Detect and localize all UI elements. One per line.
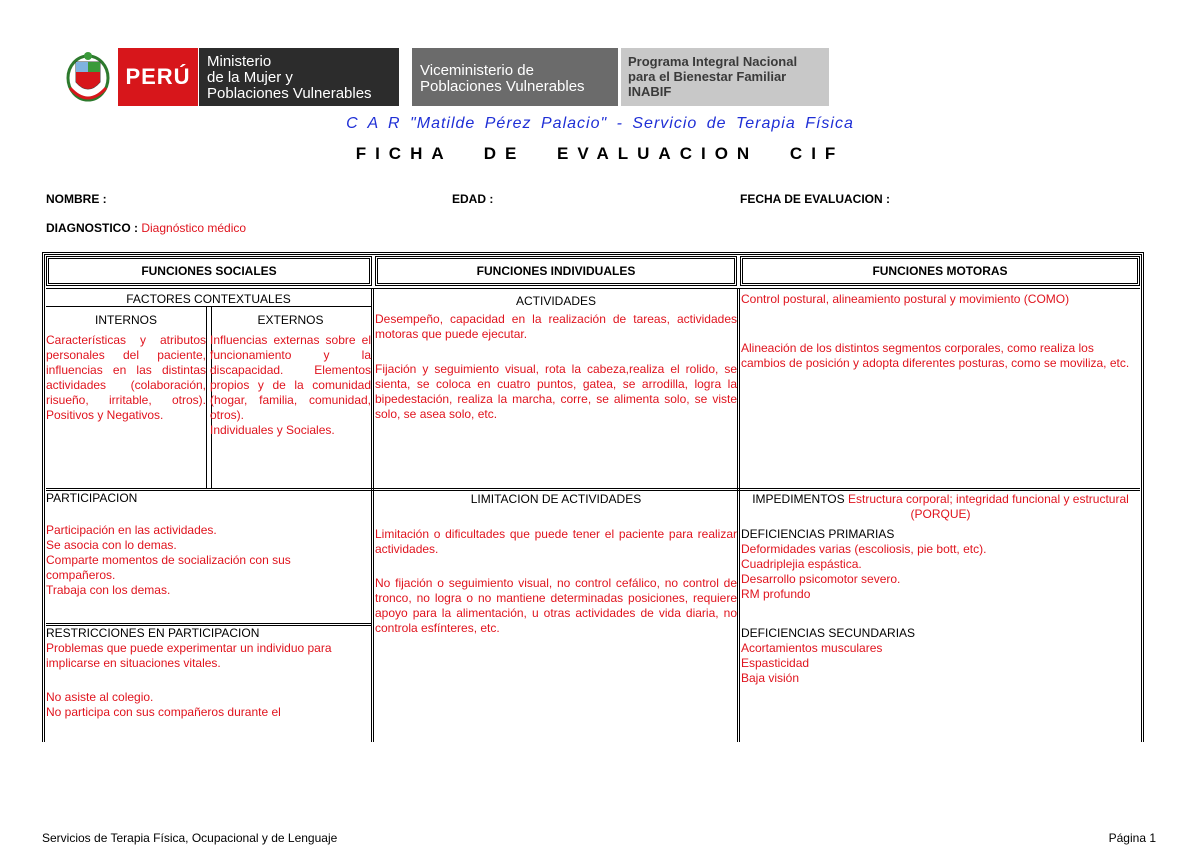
diagnostico-value: Diagnóstico médico (141, 221, 247, 235)
row-line-top (46, 288, 1140, 289)
deficiencia-primaria-item: RM profundo (741, 587, 811, 601)
internos-heading: INTERNOS (94, 313, 157, 327)
ministry-line-3: Poblaciones Vulnerables (207, 85, 372, 102)
vice-line-1: Viceministerio de (420, 62, 534, 79)
externos-text (210, 333, 371, 438)
participacion-list (46, 523, 346, 598)
deficiencia-primaria-item: Deformidades varias (escoliosis, pie bott, etc). (741, 542, 987, 556)
participacion-item: Comparte momentos de socialización con sus compañeros. (46, 553, 291, 582)
externos-text-body: Influencias externas sobre el funcionamiento y la discapacidad. Elementos propios y de la comunidad (hogar, familia, comunidad, otros). (210, 333, 371, 422)
col1-header-label: FUNCIONES SOCIALES (141, 264, 277, 278)
restricciones-item: No participa con sus compañeros durante el (46, 705, 281, 719)
edad-label: EDAD : (452, 192, 494, 206)
column-divider-2 (737, 288, 740, 742)
externos-heading: EXTERNOS (257, 313, 324, 327)
factores-heading: FACTORES CONTEXTUALES (126, 292, 291, 306)
deficiencia-secundaria-item: Acortamientos musculares (741, 641, 883, 655)
impedimentos-description: Estructura corporal; integridad funcional y estructural (PORQUE) (848, 492, 1129, 521)
impedimentos-heading: IMPEDIMENTOS (752, 492, 845, 506)
deficiencia-primaria-item: Cuadriplejia espástica. (741, 557, 862, 571)
col2-header-label: FUNCIONES INDIVIDUALES (476, 264, 636, 278)
deficiencias-secundarias-heading: DEFICIENCIAS SECUNDARIAS (741, 626, 916, 640)
column-divider-1 (371, 288, 374, 742)
restricciones-heading: RESTRICCIONES EN PARTICIPACION (46, 626, 260, 640)
motoras-p1: Control postural, alineamiento postural y movimiento (COMO) (741, 292, 1070, 306)
ministry-line-1: Ministerio (207, 53, 272, 70)
deficiencias-secundarias-list (741, 641, 1140, 686)
restricciones-p1: Problemas que puede experimentar un individuo para implicarse en situaciones vitales. (46, 641, 332, 670)
header-funciones-sociales (46, 256, 372, 286)
page-title: FICHA DE EVALUACION CIF (355, 144, 845, 163)
restricciones-list (46, 690, 371, 720)
header-funciones-individuales (375, 256, 737, 286)
deficiencias-primarias-heading: DEFICIENCIAS PRIMARIAS (741, 527, 895, 541)
actividades-p1: Desempeño, capacidad en la realización de tareas, actividades motoras que puede ejecutar. (375, 312, 737, 341)
ministry-logo (199, 48, 399, 106)
limitacion-heading: LIMITACION DE ACTIVIDADES (470, 492, 642, 506)
program-line-2: para el Bienestar Familiar (628, 69, 787, 84)
fecha-label: FECHA DE EVALUACION : (740, 192, 890, 206)
ministry-line-2: de la Mujer y (207, 69, 293, 86)
restricciones-item: No asiste al colegio. (46, 690, 154, 704)
page-number: Página 1 (1108, 831, 1156, 845)
actividades-p2: Fijación y seguimiento visual, rota la cabeza,realiza el rolido, se sienta, se coloca en cuatro puntos, gatea, se arrodilla, logra la bipedestación, realiza la marcha, corre, se alimenta solo, se viste solo, se asea solo, etc. (375, 362, 737, 421)
country-label: PERÚ (125, 64, 191, 89)
program-line-1: Programa Integral Nacional (628, 54, 798, 69)
deficiencia-secundaria-item: Baja visión (741, 671, 800, 685)
program-line-3: INABIF (628, 84, 672, 99)
limitacion-p1: Limitación o dificultades que puede tener el paciente para realizar actividades. (375, 527, 737, 556)
header-funciones-motoras (740, 256, 1140, 286)
col3-header-label: FUNCIONES MOTORAS (872, 264, 1008, 278)
impedimentos-block (741, 492, 1140, 522)
peru-logo (118, 48, 198, 106)
diagnostico-label: DIAGNOSTICO : (46, 221, 138, 235)
deficiencias-primarias-list (741, 542, 1140, 602)
program-logo (621, 48, 829, 106)
limitacion-p2: No fijación o seguimiento visual, no control cefálico, no control de tronco, no logra o no mantiene determinadas posiciones, requiere apoyo para la alimentación, u otras actividades de vida diaria, no controla esfínteres, etc. (375, 576, 737, 635)
externos-text-footnote: Individuales y Sociales. (210, 423, 335, 437)
footer-service-name: Servicios de Terapia Física, Ocupacional y de Lenguaje (42, 831, 338, 845)
deficiencia-secundaria-item: Espasticidad (741, 656, 810, 670)
vice-line-2: Poblaciones Vulnerables (420, 78, 585, 95)
internos-text: Características y atributos personales del paciente, influencias en las distintas actividades (colaboración, risueño, irritable, otros). Positivos y Negativos. (46, 333, 206, 422)
viceministry-logo (412, 48, 618, 106)
participacion-heading: PARTICIPACION (46, 491, 138, 505)
coat-of-arms-logo (62, 48, 114, 106)
deficiencia-primaria-item: Desarrollo psicomotor severo. (741, 572, 901, 586)
diagnostico-field (46, 221, 246, 235)
nombre-label: NOMBRE : (46, 192, 107, 206)
participacion-item: Participación en las actividades. (46, 523, 217, 537)
participacion-item: Se asocia con lo demas. (46, 538, 177, 552)
motoras-p2: Alineación de los distintos segmentos corporales, como realiza los cambios de posición y adopta diferentes posturas, como se moviliza, etc. (741, 341, 1130, 370)
center-service-line: C A R "Matilde Pérez Palacio" - Servicio de Terapia Física (346, 115, 854, 132)
actividades-heading: ACTIVIDADES (515, 294, 596, 308)
participacion-item: Trabaja con los demas. (46, 583, 171, 597)
